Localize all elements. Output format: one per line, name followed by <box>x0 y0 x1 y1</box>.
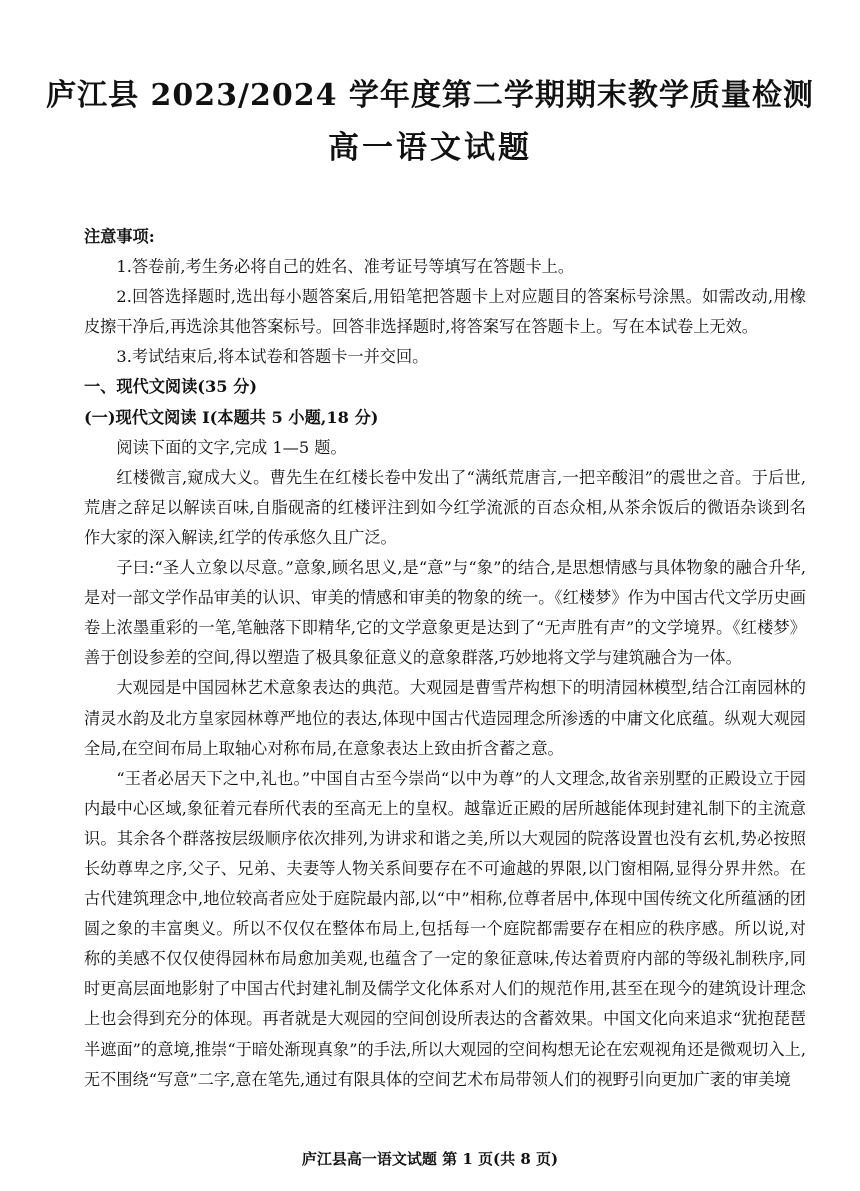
note-item-2: 2.回答选择题时,选出每小题答案后,用铅笔把答题卡上对应题目的答案标号涂黑。如需改动,用橡皮擦干净后,再选涂其他答案标号。回答非选择题时,将答案写在答题卡上。写在本试卷上无效。 <box>84 287 806 337</box>
notes-heading: 注意事项: <box>84 227 155 246</box>
subsection-title: (一)现代文阅读 I(本题共 5 小题,18 分) <box>84 407 379 427</box>
reading-instruction: 阅读下面的文字,完成 1—5 题。 <box>116 437 347 457</box>
passage-paragraph-2: 子曰:“圣人立象以尽意。”意象,顾名思义,是“意”与“象”的结合,是思想情感与具体物象的融合升华,是对一部文学作品审美的认识、审美的情感和审美的物象的统一。《红楼梦》作为中国古代文学历史画卷上浓墨重彩的一笔,笔触落下即精华,它的文学意象更是达到了“无声胜有声”的文学境界。《红楼梦》善于创设参差的空间,得以塑造了极具象征意义的意象群落,巧妙地将文学与建筑融合为一体。 <box>84 558 806 668</box>
passage-paragraph-4: “王者必居天下之中,礼也。”中国自古至今崇尚“以中为尊”的人文理念,故省亲别墅的正殿设立于园内最中心区域,象征着元春所代表的至高无上的皇权。越靠近正殿的居所越能体现封建礼制下的主流意识。其余各个群落按层级顺序依次排列,为讲求和谐之美,所以大观园的院落设置也没有玄机,势必按照长幼尊卑之序,父子、兄弟、夫妻等人物关系间要存在不可逾越的界限,以门窗相隔,显得分界井然。在古代建筑理念中,地位较高者应处于庭院最内部,以“中”相称,位尊者居中,体现中国传统文化所蕴涵的团圆之象的丰富奥义。所以不仅仅在整体布局上,包括每一个庭院都需要存在相应的秩序感。所以说,对称的美感不仅仅使得园林布局愈加美观,也蕴含了一定的象征意味,传达着贾府内部的等级礼制秩序,同时更高层面地影射了中国古代封建礼制及儒学文化体系对人们的规范作用,甚至在现今的建筑设计理念上也会得到充分的体现。再者就是大观园的空间创设所表达的含蓄效果。中国文化向来追求“犹抱琵琶半遮面”的意境,推崇“于暗处渐现真象”的手法,所以大观园的空间构想无论在宏观视角还是微观切入上,无不围绕“写意”二字,意在笔先,通过有限具体的空间艺术布局带领人们的视野引向更加广袤的审美境 <box>84 768 806 1089</box>
passage-paragraph-3: 大观园是中国园林艺术意象表达的典范。大观园是曹雪芹构想下的明清园林模型,结合江南园林的清灵水韵及北方皇家园林尊严地位的表达,体现中国古代造园理念所渗透的中庸文化底蕴。纵观大观园全局,在空间布局上取轴心对称布局,在意象表达上致由折含蓄之意。 <box>84 678 806 758</box>
passage-paragraph-1: 红楼微言,窥成大义。曹先生在红楼长卷中发出了“满纸荒唐言,一把辛酸泪”的震世之音。于后世,荒唐之辞足以解读百味,自脂砚斋的红楼评注到如今红学流派的百态众相,从茶余饭后的微语杂谈到名作大家的深入解读,红学的传承悠久且广泛。 <box>84 467 806 547</box>
page-footer: 庐江县高一语文试题 第 1 页(共 8 页) <box>301 1150 559 1168</box>
exam-title: 庐江县 2023/2024 学年度第二学期期末教学质量检测 <box>46 78 814 113</box>
exam-body <box>84 222 806 1095</box>
note-item-3: 3.考试结束后,将本试卷和答题卡一并交回。 <box>116 347 429 367</box>
note-item-1: 1.答卷前,考生务必将自己的姓名、准考证号等填写在答题卡上。 <box>116 257 575 277</box>
section-title: 一、现代文阅读(35 分) <box>84 377 257 397</box>
exam-subtitle: 高一语文试题 <box>328 130 532 166</box>
